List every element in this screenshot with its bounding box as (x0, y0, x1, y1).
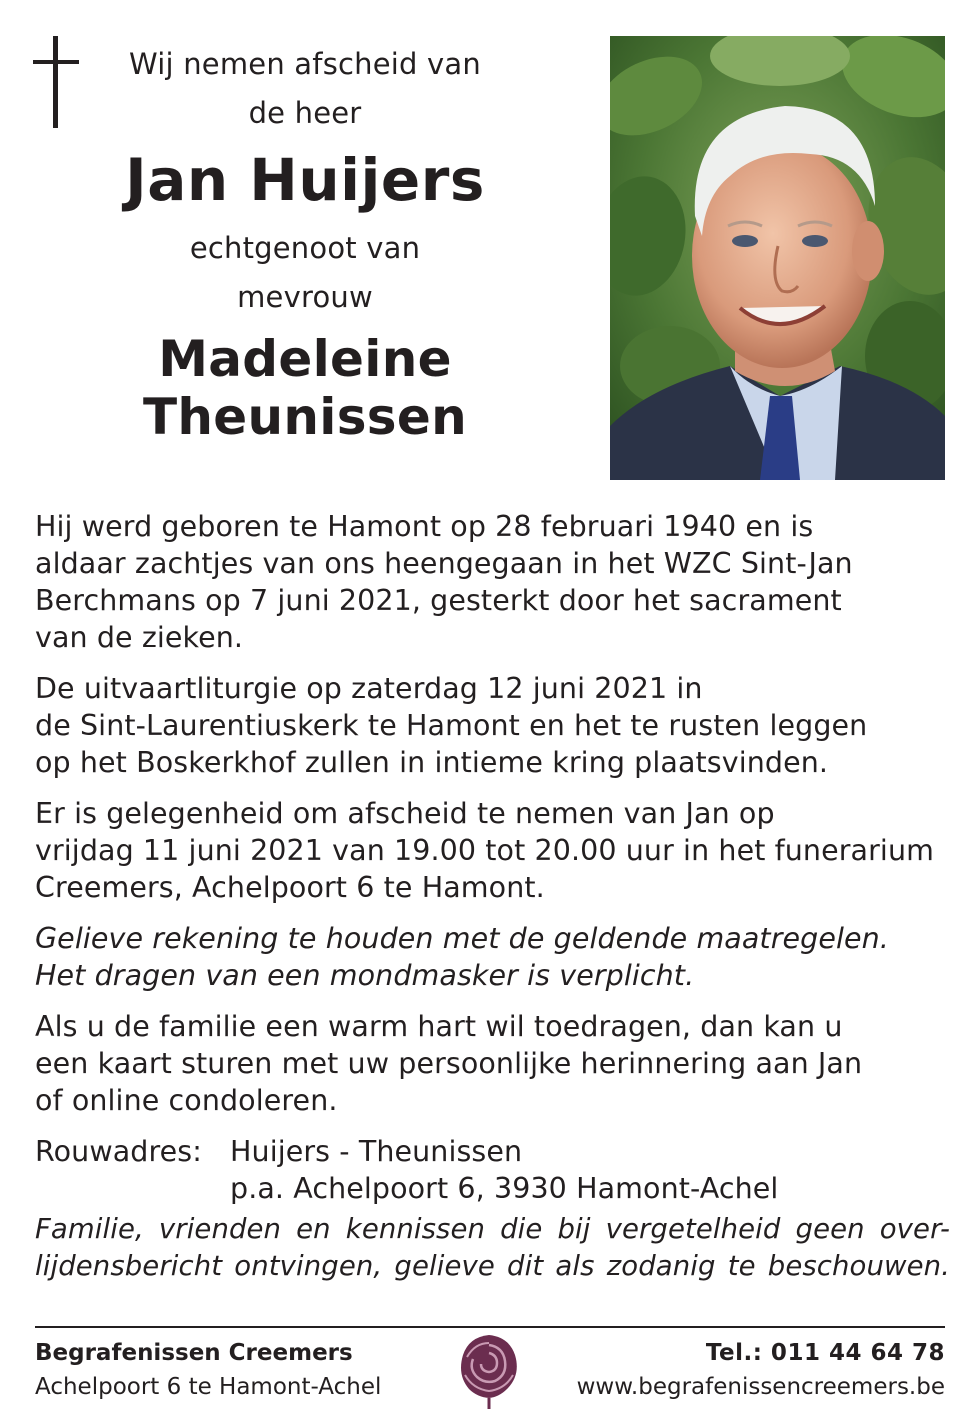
spouse-title: mevrouw (237, 280, 373, 314)
text-line: op het Boskerkhof zullen in intieme kring plaatsvinden. (35, 746, 829, 779)
final-note-line: lijdensbericht ontvingen, gelieve dit als zodanig te beschouwen. (35, 1250, 950, 1282)
text-line: de Sint-Laurentiuskerk te Hamont en het te rusten leggen (35, 709, 868, 742)
text-line: Hij werd geboren te Hamont op 28 februari 1940 en is (35, 510, 814, 543)
spouse-first-name: Madeleine (158, 330, 452, 388)
text-line: Als u de familie een warm hart wil toedragen, dan kan u (35, 1010, 843, 1043)
text-line: Berchmans op 7 juni 2021, gesterkt door het sacrament (35, 584, 842, 617)
intro-title: de heer (248, 96, 362, 130)
rose-icon (455, 1331, 523, 1411)
address-label: Rouwadres: (35, 1135, 202, 1168)
announcement-header (40, 40, 570, 446)
final-note (35, 1211, 950, 1285)
final-note-line: Familie, vrienden en kennissen die bij vergetelheid geen over- (35, 1213, 950, 1245)
text-line: Er is gelegenheid om afscheid te nemen van Jan op (35, 797, 775, 830)
text-line: aldaar zachtjes van ons heengegaan in het WZC Sint-Jan (35, 547, 853, 580)
spouse-last-name: Theunissen (143, 388, 467, 446)
funeral-home-info (35, 1336, 381, 1404)
text-line: De uitvaartliturgie op zaterdag 12 juni 2021 in (35, 672, 703, 705)
website-link[interactable]: www.begrafenissencreemers.be (576, 1374, 945, 1400)
text-line: Creemers, Achelpoort 6 te Hamont. (35, 871, 545, 904)
company-name: Begrafenissen Creemers (35, 1340, 353, 1366)
company-address: Achelpoort 6 te Hamont-Achel (35, 1374, 382, 1400)
address-lines (230, 1133, 778, 1207)
text-line: een kaart sturen met uw persoonlijke herinnering aan Jan (35, 1047, 863, 1080)
mourning-address (35, 1133, 950, 1207)
address-line: p.a. Achelpoort 6, 3930 Hamont-Achel (230, 1172, 779, 1205)
text-line: of online condoleren. (35, 1084, 338, 1117)
footer-divider (35, 1326, 945, 1328)
portrait-photo (610, 36, 945, 480)
condolence-paragraph (35, 1008, 950, 1119)
birth-death-paragraph (35, 508, 950, 656)
text-line: van de zieken. (35, 621, 244, 654)
contact-info (577, 1336, 945, 1404)
phone-number[interactable]: Tel.: 011 44 64 78 (705, 1340, 945, 1366)
text-line: Het dragen van een mondmasker is verplicht. (35, 959, 695, 992)
viewing-paragraph (35, 795, 950, 906)
funeral-paragraph (35, 670, 950, 781)
intro-line: Wij nemen afscheid van (129, 47, 481, 81)
deceased-name: Jan Huijers (125, 146, 485, 214)
measures-paragraph (35, 920, 950, 994)
address-line: Huijers - Theunissen (230, 1135, 523, 1168)
text-line: vrijdag 11 juni 2021 van 19.00 tot 20.00 uur in het funerarium (35, 834, 934, 867)
announcement-body (35, 508, 950, 1285)
spouse-intro: echtgenoot van (189, 231, 421, 265)
text-line: Gelieve rekening te houden met de geldende maatregelen. (35, 922, 889, 955)
